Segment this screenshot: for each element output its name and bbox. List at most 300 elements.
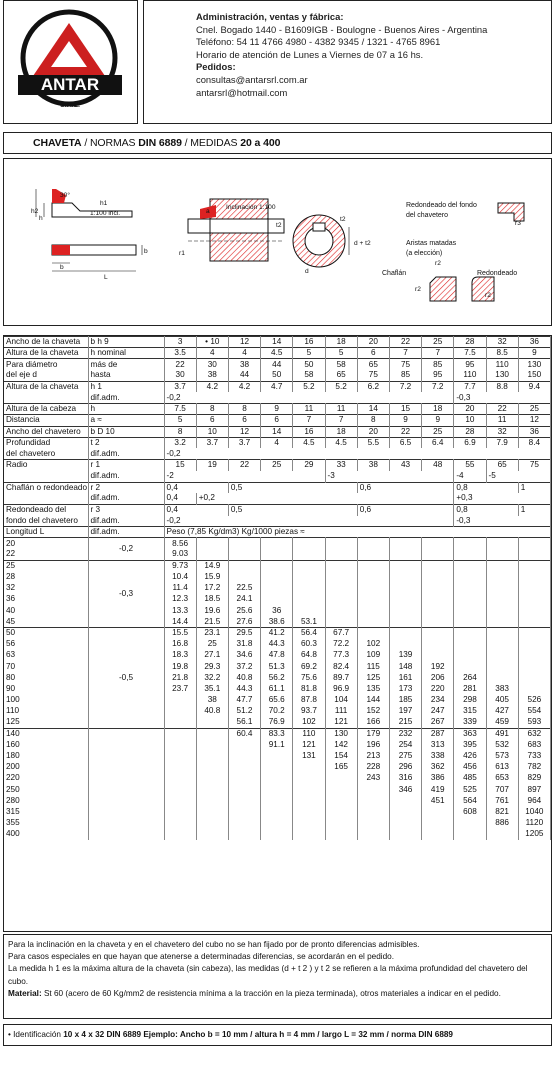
table-row (4, 437, 551, 448)
table-row (4, 773, 551, 784)
weight-cell (228, 549, 260, 560)
table-cell: 50 (293, 359, 325, 370)
weight-cell (357, 829, 389, 840)
weight-cell (454, 583, 486, 594)
table-cell: -0,2 (164, 392, 454, 403)
weight-cell: 14.9 (196, 560, 228, 571)
table-cell: -0,3 (454, 516, 551, 527)
table-cell: 18 (422, 404, 454, 415)
weight-cell (164, 717, 196, 728)
row-label (4, 471, 88, 482)
weight-cell: 1040 (518, 806, 550, 817)
table-row (4, 683, 551, 694)
contact-email-2[interactable]: antarsrl@hotmail.com (196, 86, 288, 98)
weight-cell: 613 (486, 762, 518, 773)
row-label: Ancho del chavetero (4, 426, 88, 437)
row-label: Distancia (4, 415, 88, 426)
weight-cell (293, 549, 325, 560)
weight-cell (357, 806, 389, 817)
weight-cell (325, 594, 357, 605)
table-cell: 1 (518, 504, 550, 515)
length-value: 400 (4, 829, 88, 840)
table-cell: 29 (293, 460, 325, 471)
weight-cell: 228 (357, 762, 389, 773)
table-row (4, 348, 551, 359)
weight-cell: 83.3 (261, 728, 293, 739)
table-cell: 130 (518, 359, 550, 370)
table-cell: 22 (164, 359, 196, 370)
weight-cell (389, 538, 421, 549)
weight-cell (454, 818, 486, 829)
weight-cell: 109 (357, 650, 389, 661)
table-row (4, 784, 551, 795)
weight-cell (164, 751, 196, 762)
weight-cell: 564 (454, 795, 486, 806)
table-row (4, 583, 551, 594)
weight-cell: 451 (422, 795, 454, 806)
weight-cell: 24.1 (228, 594, 260, 605)
weight-cell (389, 639, 421, 650)
weight-cell: 426 (454, 751, 486, 762)
weight-cell: 89.7 (325, 672, 357, 683)
weight-cell: 102 (357, 639, 389, 650)
weight-cell (389, 616, 421, 627)
table-cell: 9 (518, 348, 550, 359)
table-cell: 0,4 (164, 482, 228, 493)
weight-cell: 72.2 (325, 639, 357, 650)
row-symbol: dif.adm. (88, 471, 164, 482)
length-tolerance: -0,5 (88, 627, 164, 728)
row-label: fondo del chavetero (4, 516, 88, 527)
weight-cell (325, 572, 357, 583)
length-value: 45 (4, 616, 88, 627)
weight-cell: 14.4 (164, 616, 196, 627)
weight-cell (293, 560, 325, 571)
table-row (4, 415, 551, 426)
weight-cell (164, 695, 196, 706)
weight-cell (518, 605, 550, 616)
row-label: Altura de la chaveta (4, 381, 88, 392)
logo-sub: S.R.L. (60, 102, 80, 109)
table-cell: 18 (325, 337, 357, 348)
weight-cell (454, 650, 486, 661)
table-row (4, 695, 551, 706)
weight-cell: 554 (518, 706, 550, 717)
table-cell: 22 (228, 460, 260, 471)
weight-cell: 40.8 (196, 706, 228, 717)
weight-cell (389, 829, 421, 840)
weight-cell (261, 583, 293, 594)
weight-cell: 110 (293, 728, 325, 739)
label-h2: h2 (31, 208, 39, 215)
weight-cell: 56.2 (261, 672, 293, 683)
label-b-side: b (144, 248, 148, 255)
weight-cell: 115 (357, 661, 389, 672)
length-value: 220 (4, 773, 88, 784)
length-value: 25 (4, 560, 88, 571)
table-cell: 0,6 (357, 482, 454, 493)
weight-cell: 154 (325, 751, 357, 762)
weight-cell: 275 (389, 751, 421, 762)
length-value: 32 (4, 583, 88, 594)
table-cell: 9 (389, 415, 421, 426)
weight-cell (389, 594, 421, 605)
table-cell: 50 (261, 370, 293, 381)
length-value: 80 (4, 672, 88, 683)
weight-cell (486, 572, 518, 583)
weight-cell (518, 616, 550, 627)
weight-cell: 130 (325, 728, 357, 739)
weight-cell: 56.4 (293, 627, 325, 638)
weight-cell: 192 (422, 661, 454, 672)
weight-cell (228, 762, 260, 773)
weight-cell (422, 549, 454, 560)
weight-cell (389, 795, 421, 806)
table-cell: 8.5 (486, 348, 518, 359)
table-cell: 6.5 (389, 437, 421, 448)
table-row (4, 818, 551, 829)
weight-cell: 142 (325, 739, 357, 750)
weight-cell: 173 (389, 683, 421, 694)
table-cell: 9 (261, 404, 293, 415)
table-cell: 14 (261, 337, 293, 348)
table-row (4, 706, 551, 717)
weight-cell: 18.5 (196, 594, 228, 605)
weight-cell (261, 538, 293, 549)
table-row (4, 370, 551, 381)
table-cell: 110 (486, 359, 518, 370)
contact-email-1[interactable]: consultas@antarsrl.com.ar (196, 73, 308, 85)
weight-cell: 296 (389, 762, 421, 773)
weight-cell: 346 (389, 784, 421, 795)
table-cell: 0,5 (228, 482, 357, 493)
weight-cell: 29.3 (196, 661, 228, 672)
weight-cell: 247 (422, 706, 454, 717)
weight-cell: 383 (486, 683, 518, 694)
weight-cell (486, 616, 518, 627)
weight-cell: 56.1 (228, 717, 260, 728)
table-cell: 11 (486, 415, 518, 426)
weight-cell (357, 605, 389, 616)
weight-cell: 964 (518, 795, 550, 806)
weight-cell: 61.1 (261, 683, 293, 694)
table-cell: 32 (486, 337, 518, 348)
weight-title: Peso (7,85 Kg/dm3) Kg/1000 piezas ≈ (164, 527, 551, 538)
length-value: 36 (4, 594, 88, 605)
weight-cell (389, 627, 421, 638)
weight-cell: 102 (293, 717, 325, 728)
table-cell: 3.2 (164, 437, 196, 448)
weight-cell (293, 773, 325, 784)
weight-cell: 87.8 (293, 695, 325, 706)
table-row (4, 482, 551, 493)
weight-cell: 821 (486, 806, 518, 817)
weight-cell (454, 538, 486, 549)
note-3: La medida h 1 es la máxima altura de la chaveta (sin cabeza), las medidas (d + t 2 ) y t 2 se refieren a la máxima profundidad del chavetero del cubo. (8, 964, 528, 986)
weight-cell: 419 (422, 784, 454, 795)
row-symbol: dif.adm. (88, 448, 164, 459)
weight-cell: 104 (325, 695, 357, 706)
weight-cell: 733 (518, 751, 550, 762)
label-L: L (104, 274, 108, 281)
weight-cell (228, 560, 260, 571)
weight-cell (486, 560, 518, 571)
table-cell: +0,3 (454, 493, 551, 504)
weight-cell: 25 (196, 639, 228, 650)
weight-cell: 60.3 (293, 639, 325, 650)
weight-cell: 573 (486, 751, 518, 762)
length-value: 100 (4, 695, 88, 706)
hub-section-view (179, 199, 284, 261)
weight-cell: 10.4 (164, 572, 196, 583)
table-cell: 48 (422, 460, 454, 471)
weight-cell: 27.1 (196, 650, 228, 661)
table-cell: -3 (325, 471, 454, 482)
weight-cell (486, 538, 518, 549)
table-row (4, 739, 551, 750)
table-cell: 5.2 (293, 381, 325, 392)
weight-cell (486, 650, 518, 661)
table-cell: 130 (486, 370, 518, 381)
weight-cell (196, 773, 228, 784)
row-symbol: dif.adm. (88, 392, 164, 403)
weight-cell: 44.3 (228, 683, 260, 694)
length-tolerance (88, 728, 164, 840)
table-cell: 43 (389, 460, 421, 471)
logo-panel (3, 0, 138, 124)
hub-front-view (293, 215, 371, 275)
table-cell: 44 (261, 359, 293, 370)
label-t2-front: t2 (340, 216, 346, 223)
weight-cell: 111 (325, 706, 357, 717)
table-cell: 38 (196, 370, 228, 381)
weight-cell (486, 627, 518, 638)
weight-cell: 829 (518, 773, 550, 784)
weight-cell (261, 784, 293, 795)
weight-cell (325, 616, 357, 627)
weight-cell (228, 773, 260, 784)
weight-cell (454, 549, 486, 560)
weight-cell (196, 717, 228, 728)
table-cell: -0,2 (164, 516, 454, 527)
row-symbol: h (88, 404, 164, 415)
weight-cell (422, 639, 454, 650)
length-value: 315 (4, 806, 88, 817)
weight-cell (196, 829, 228, 840)
table-cell: 14 (261, 426, 293, 437)
row-symbol: b h 9 (88, 337, 164, 348)
table-cell: 8.4 (518, 437, 550, 448)
label-fondo-1: Redondeado del fondo (406, 202, 477, 209)
table-cell: 32 (486, 426, 518, 437)
weight-cell: 32.2 (196, 672, 228, 683)
weight-cell: 632 (518, 728, 550, 739)
weight-cell (228, 829, 260, 840)
row-label: Ancho de la chaveta (4, 337, 88, 348)
weight-cell: 254 (389, 739, 421, 750)
weight-cell (454, 605, 486, 616)
antar-logo (4, 1, 137, 123)
weight-cell (518, 549, 550, 560)
table-cell: 5 (325, 348, 357, 359)
logo-text: ANTAR (40, 75, 100, 94)
weight-cell: 234 (422, 695, 454, 706)
weight-cell (228, 538, 260, 549)
length-value: 56 (4, 639, 88, 650)
weight-cell (518, 661, 550, 672)
weight-cell (261, 773, 293, 784)
weight-cell (422, 583, 454, 594)
weight-cell: 38.6 (261, 616, 293, 627)
weight-cell: 491 (486, 728, 518, 739)
weight-cell (293, 829, 325, 840)
title-part: / MEDIDAS (181, 137, 241, 149)
table-row (4, 404, 551, 415)
weight-cell (164, 829, 196, 840)
weight-cell: 395 (454, 739, 486, 750)
table-cell: 4.7 (261, 381, 293, 392)
table-row (4, 627, 551, 638)
table-cell: 4.2 (196, 381, 228, 392)
table-cell: 33 (325, 460, 357, 471)
title-part: / NORMAS (81, 137, 139, 149)
weight-cell: 121 (325, 717, 357, 728)
row-symbol: b D 10 (88, 426, 164, 437)
row-symbol: h nominal (88, 348, 164, 359)
length-value: 40 (4, 605, 88, 616)
weight-cell (196, 762, 228, 773)
weight-cell (486, 594, 518, 605)
weight-cell: 16.8 (164, 639, 196, 650)
weight-cell: 37.2 (228, 661, 260, 672)
table-row (4, 762, 551, 773)
weight-cell: 144 (357, 695, 389, 706)
weight-cell: 196 (357, 739, 389, 750)
weight-cell: 316 (389, 773, 421, 784)
table-row (4, 516, 551, 527)
label-aristas-2: (a elección) (406, 250, 443, 257)
weight-cell: 267 (422, 717, 454, 728)
weight-cell (518, 639, 550, 650)
weight-cell (422, 627, 454, 638)
row-symbol: h 1 (88, 381, 164, 392)
table-cell: 4.2 (228, 381, 260, 392)
weight-cell (454, 560, 486, 571)
label-d-t2: d + t2 (354, 240, 371, 247)
length-value: 28 (4, 572, 88, 583)
contact-hours: Horario de atención de Lunes a Viernes de 07 a 16 hs. (196, 48, 424, 60)
weight-cell: 405 (486, 695, 518, 706)
weight-cell (196, 751, 228, 762)
label-r2-round: r2 (485, 292, 491, 299)
table-cell: 7 (325, 415, 357, 426)
weight-cell: 152 (357, 706, 389, 717)
length-tolerance: -0,3 (88, 560, 164, 627)
weight-cell: 125 (357, 672, 389, 683)
table-cell: 7.2 (389, 381, 421, 392)
weight-cell: 25.6 (228, 605, 260, 616)
weight-cell: 40.8 (228, 672, 260, 683)
table-cell: 6 (261, 415, 293, 426)
table-cell: 3.7 (228, 437, 260, 448)
weight-cell (422, 605, 454, 616)
table-cell: 12 (228, 337, 260, 348)
table-row (4, 381, 551, 392)
weight-cell: 313 (422, 739, 454, 750)
table-cell: 25 (422, 337, 454, 348)
row-symbol: r 1 (88, 460, 164, 471)
table-row (4, 728, 551, 739)
weight-cell (422, 829, 454, 840)
weight-cell: 75.6 (293, 672, 325, 683)
weight-cell (228, 572, 260, 583)
weight-cell (325, 773, 357, 784)
table-cell: 7.7 (454, 381, 486, 392)
weight-cell: 213 (357, 751, 389, 762)
weight-cell: 47.7 (228, 695, 260, 706)
weight-cell: 12.3 (164, 594, 196, 605)
weight-cell (389, 560, 421, 571)
weight-cell (486, 672, 518, 683)
table-cell: 7.9 (486, 437, 518, 448)
length-value: 50 (4, 627, 88, 638)
table-row (4, 572, 551, 583)
weight-cell: 91.1 (261, 739, 293, 750)
weight-cell (261, 751, 293, 762)
weight-cell: 15.9 (196, 572, 228, 583)
weight-cell: 18.3 (164, 650, 196, 661)
label-incl-hub: Inclinación 1:100 (226, 204, 276, 211)
length-value: 160 (4, 739, 88, 750)
weight-cell (228, 818, 260, 829)
title-part: 20 a 400 (240, 137, 281, 149)
table-cell: 58 (325, 359, 357, 370)
table-cell: 5.5 (357, 437, 389, 448)
weight-cell: 96.9 (325, 683, 357, 694)
weight-cell (454, 829, 486, 840)
weight-cell (389, 806, 421, 817)
example-prefix: • Identificación (8, 1030, 64, 1039)
row-label (4, 392, 88, 403)
table-row (4, 751, 551, 762)
table-row (4, 806, 551, 817)
title-part: CHAVETA (33, 137, 82, 149)
weight-cell (454, 627, 486, 638)
contact-panel (143, 0, 552, 124)
table-cell: 7.2 (422, 381, 454, 392)
weight-cell (357, 784, 389, 795)
label-r2-left: r2 (415, 286, 421, 293)
weight-cell (228, 806, 260, 817)
weight-cell (325, 583, 357, 594)
weight-cell (357, 616, 389, 627)
example-label: Ejemplo: (141, 1030, 180, 1039)
weight-cell: 197 (389, 706, 421, 717)
example-code: 10 x 4 x 32 DIN 6889 (63, 1030, 142, 1039)
table-cell: 3 (164, 337, 196, 348)
weight-cell (196, 538, 228, 549)
material-text: St 60 (acero de 60 Kg/mm2 de resistencia mínima a la tracción en la pieza terminada), otros materiales a indicar en el pedido. (41, 988, 501, 998)
weight-cell: 707 (486, 784, 518, 795)
table-row (4, 795, 551, 806)
weight-cell: 47.8 (261, 650, 293, 661)
length-value: 70 (4, 661, 88, 672)
length-value: 200 (4, 762, 88, 773)
row-symbol: dif.adm. (88, 493, 164, 504)
weight-cell: 23.7 (164, 683, 196, 694)
table-cell: 22 (486, 404, 518, 415)
weight-cell: 179 (357, 728, 389, 739)
